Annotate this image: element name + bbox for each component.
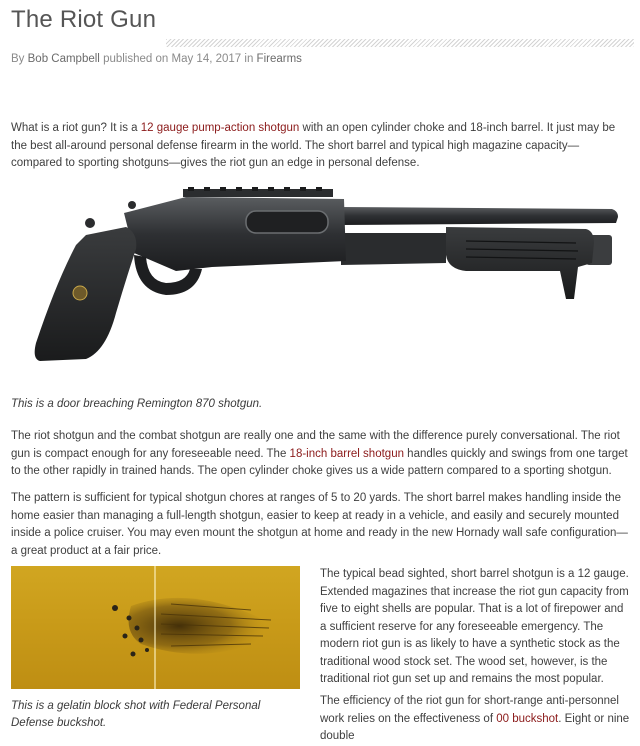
- pump-shotgun-link[interactable]: 12 gauge pump-action shotgun: [140, 122, 300, 134]
- para2-text-2: handles quickly and swings from one target to the other rapidly in trained hands. The open cylinder choke gives us a wide pattern compared to a sporting shotgun.: [11, 447, 628, 477]
- article-title: The Riot Gun: [11, 6, 157, 33]
- gelatin-block-image: [11, 566, 300, 689]
- paragraph-3: The pattern is sufficient for typical shotgun chores at ranges of 5 to 20 yards. The short barrel makes handling inside the home easier than managing a full-length shotgun, easier to keep at ready in a vehicle, and easily and securely mounted inside a police cruiser. You may even mount the shotgun at home and ready in the new Hornady wall safe configuration—a great product at a fair price.: [11, 492, 628, 557]
- intro-text-1: What is a riot gun? It is a: [11, 122, 141, 134]
- category-link[interactable]: Firearms: [256, 53, 302, 65]
- byline-published: published on: [103, 53, 169, 65]
- title-divider: [166, 39, 634, 47]
- side2-text-1: The efficiency of the riot gun for short-range anti-personnel work relies on the effectiveness of: [320, 695, 619, 725]
- intro-paragraph: [11, 120, 628, 173]
- intro-text-2: with an open cylinder choke and 18-inch barrel. It just may be the best all-around personal defense firearm in the world. The short barrel and typical high magazine capacity—compared to sporting shotguns—gives the riot gun an edge in personal defense.: [11, 122, 616, 169]
- para2-text-1: The riot shotgun and the combat shotgun are really one and the same with the difference purely conversational. The riot gun is compact enough for any foreseeable need. The: [11, 430, 620, 460]
- author-link[interactable]: Bob Campbell: [27, 53, 100, 65]
- shotgun-caption: This is a door breaching Remington 870 shotgun.: [11, 398, 263, 410]
- gelatin-caption: This is a gelatin block shot with Federal Personal Defense buckshot.: [11, 700, 261, 729]
- byline-in: in: [244, 53, 254, 65]
- side-paragraph-2: [320, 693, 630, 746]
- gel-block-divider: [154, 566, 156, 689]
- paragraph-2: [11, 428, 628, 481]
- shotgun-image: [26, 183, 622, 393]
- side-paragraph-1: The typical bead sighted, short barrel shotgun is a 12 gauge. Extended magazines that increase the riot gun capacity from five to eight shells are popular. That is a lot of firepower and a sufficient reserve for any foreseeable emergency. The modern riot gun is as likely to have a synthetic stock as the traditional wood stock set. The wood set, however, is the traditional riot gun set up and remains the most popular.: [320, 568, 629, 685]
- byline: [11, 53, 302, 65]
- buckshot-link[interactable]: 00 buckshot: [496, 712, 559, 725]
- side2-text-2: . Eight or nine double: [320, 712, 630, 742]
- byline-by: By: [11, 53, 25, 65]
- barrel-shotgun-link[interactable]: 18-inch barrel shotgun: [289, 447, 404, 460]
- publish-date: May 14, 2017: [171, 53, 242, 65]
